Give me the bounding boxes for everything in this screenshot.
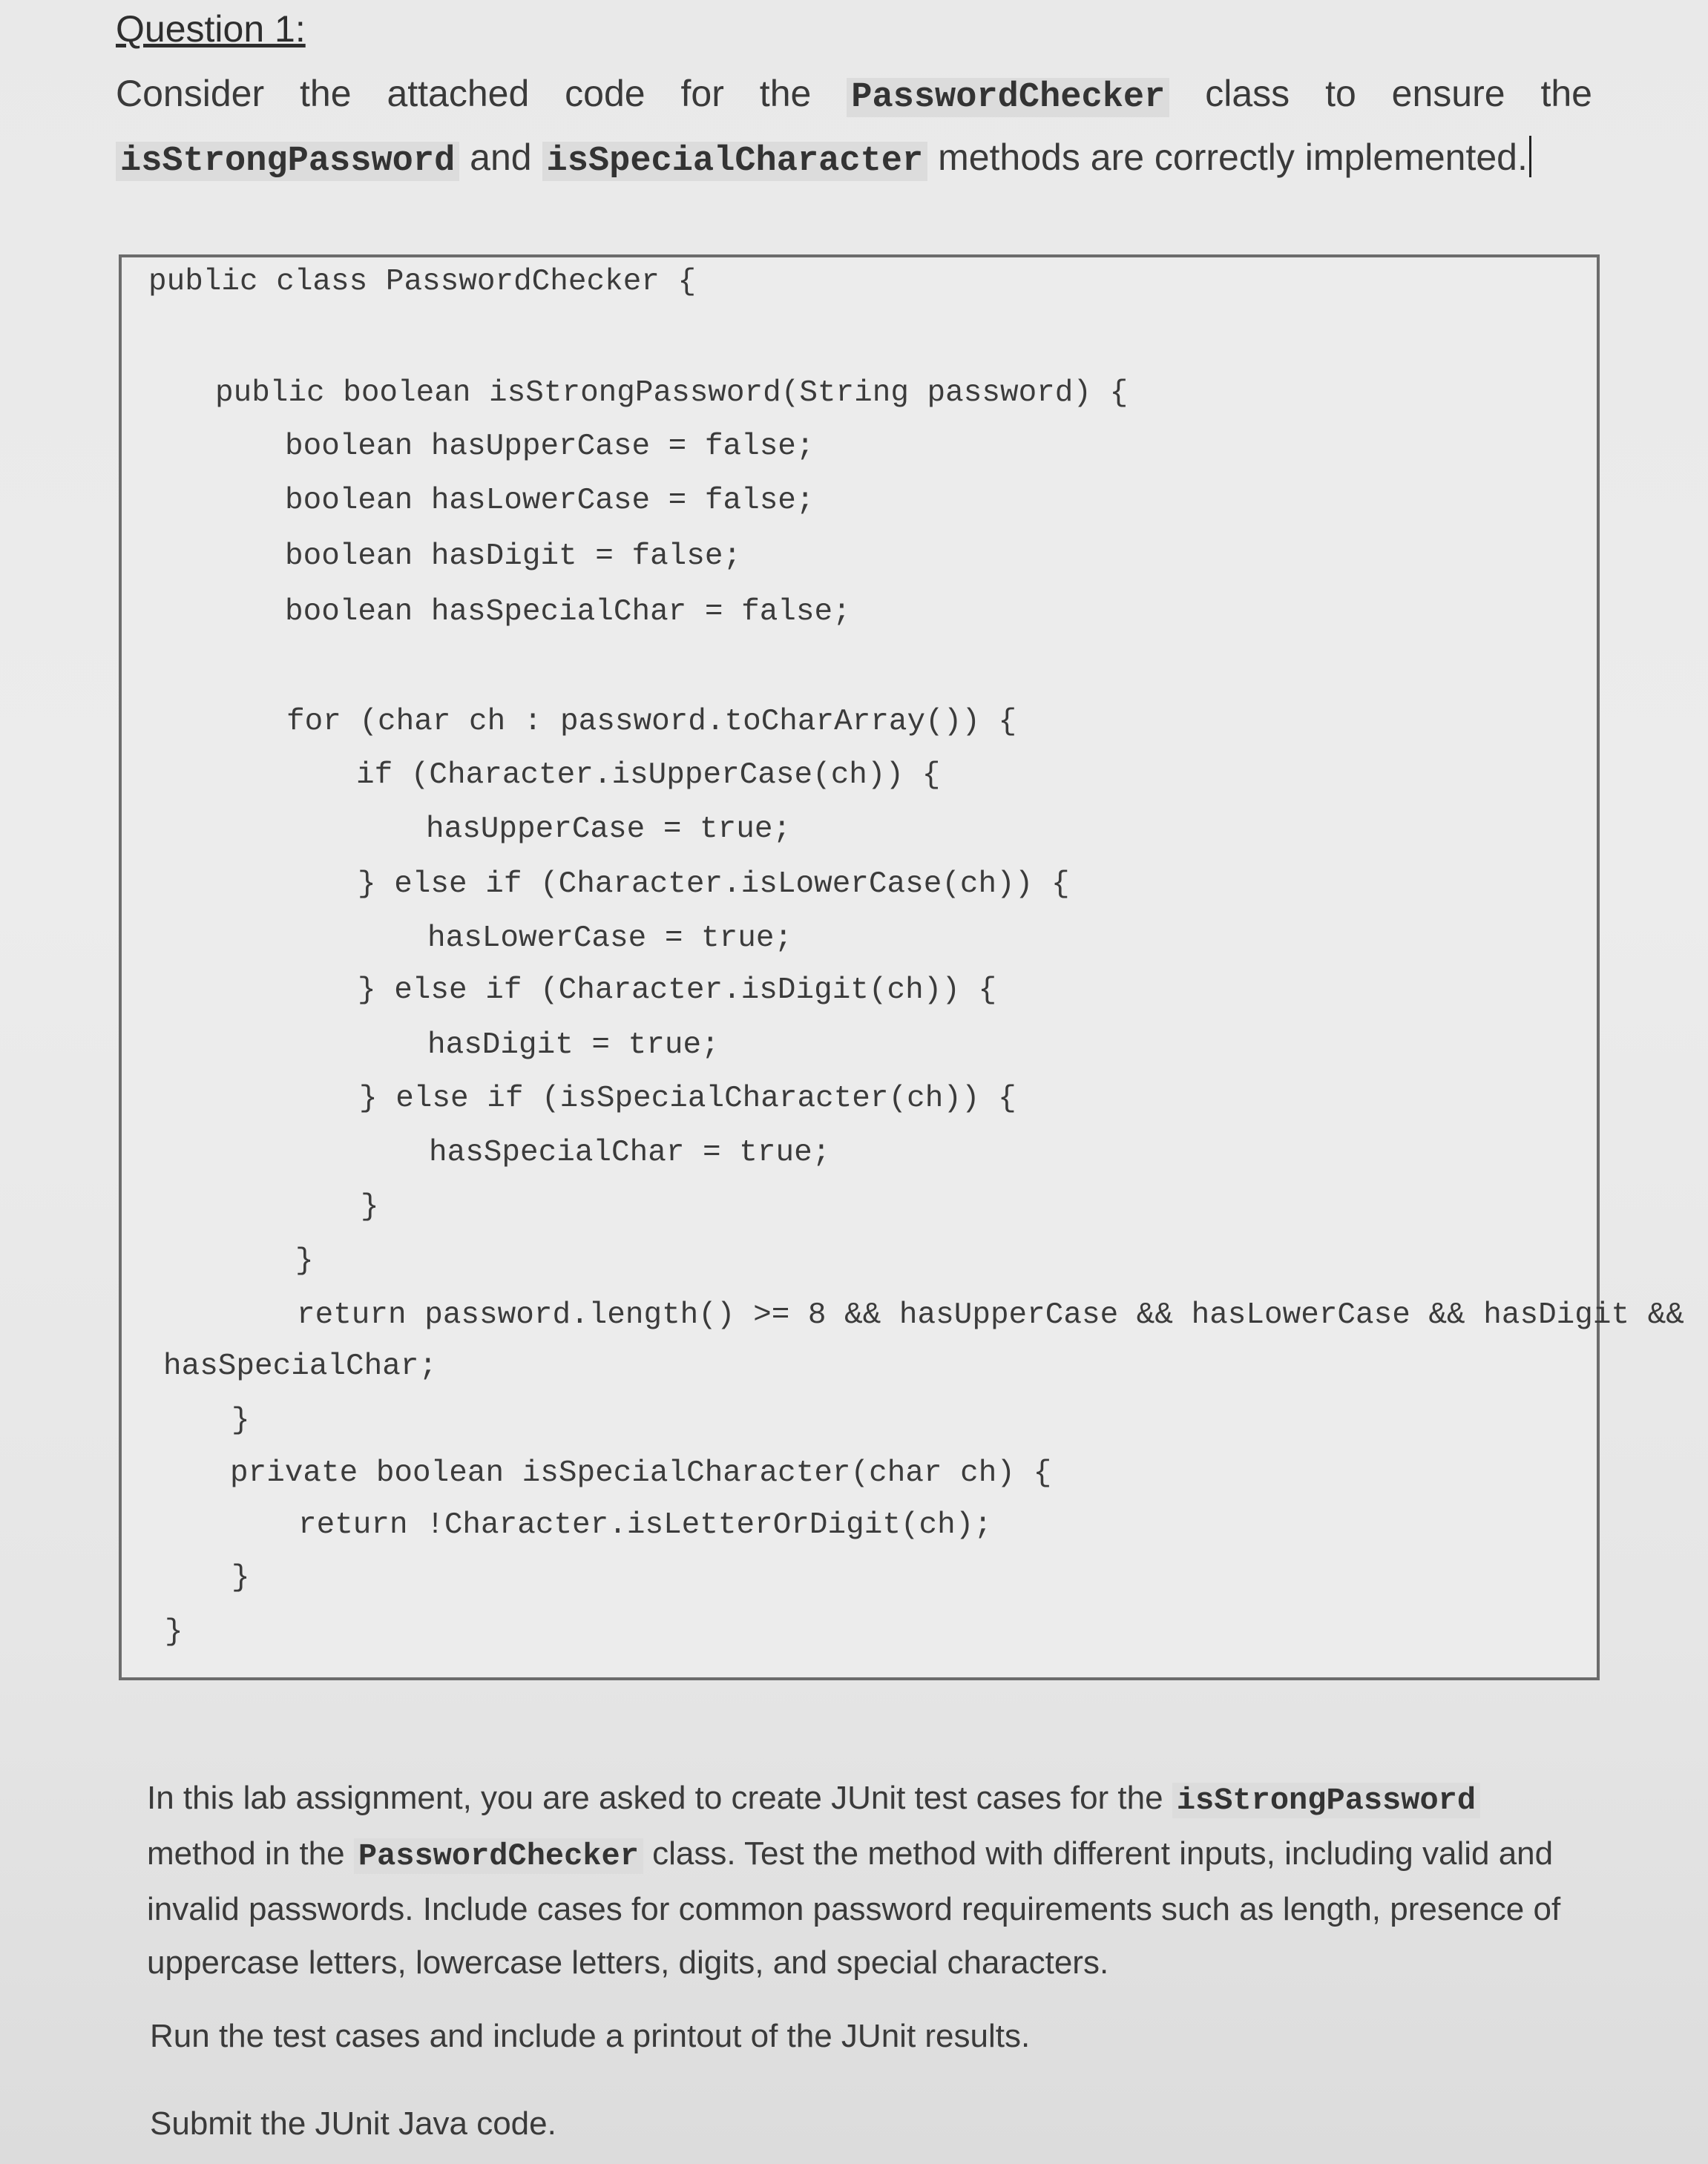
intro-text: and bbox=[459, 137, 542, 178]
code-line: private boolean isSpecialCharacter(char ch) { bbox=[230, 1456, 1052, 1490]
assignment-text: class. Test the method with different inputs, including valid and invalid passwords. Include cases for common password requirements such as length, presence of uppercase letters, lowercase letters, digits, and special characters. bbox=[147, 1835, 1561, 1981]
code-block bbox=[119, 254, 1684, 1680]
code-line: boolean hasLowerCase = false; bbox=[285, 484, 815, 518]
code-line: } bbox=[295, 1244, 314, 1278]
code-line: boolean hasDigit = false; bbox=[285, 539, 742, 573]
code-line: } else if (isSpecialCharacter(ch)) { bbox=[359, 1082, 1016, 1116]
assignment-text: In this lab assignment, you are asked to create JUnit test cases for the bbox=[147, 1780, 1172, 1816]
code-line: for (char ch : password.toCharArray()) { bbox=[286, 705, 1017, 739]
code-line: return password.length() >= 8 && hasUpperCase && hasLowerCase && hasDigit && bbox=[297, 1298, 1684, 1332]
class-name-ref: PasswordChecker bbox=[354, 1838, 643, 1874]
code-line: if (Character.isUpperCase(ch)) { bbox=[356, 758, 941, 792]
code-line: hasSpecialChar; bbox=[163, 1349, 438, 1384]
code-line: } bbox=[361, 1190, 379, 1224]
class-name-ref: PasswordChecker bbox=[847, 78, 1169, 117]
question-intro bbox=[116, 64, 1592, 191]
code-line: public class PasswordChecker { bbox=[148, 265, 697, 299]
code-line: boolean hasUpperCase = false; bbox=[285, 430, 815, 464]
run-instruction: Run the test cases and include a printout of the JUnit results. bbox=[150, 2018, 1031, 2054]
code-line: hasUpperCase = true; bbox=[426, 812, 792, 846]
code-line: } else if (Character.isDigit(ch)) { bbox=[358, 973, 997, 1007]
code-line: } bbox=[231, 1561, 250, 1595]
method-name-ref: isSpecialCharacter bbox=[542, 142, 928, 181]
assignment-text: method in the bbox=[147, 1835, 354, 1872]
method-name-ref: isStrongPassword bbox=[116, 142, 459, 181]
code-line: hasLowerCase = true; bbox=[427, 921, 793, 956]
code-line: } bbox=[165, 1615, 183, 1649]
question-title: Question 1: bbox=[116, 8, 306, 50]
code-line: public boolean isStrongPassword(String password) { bbox=[215, 376, 1129, 410]
code-line: return !Character.isLetterOrDigit(ch); bbox=[298, 1508, 992, 1542]
code-line: hasSpecialChar = true; bbox=[429, 1136, 831, 1170]
code-line: } bbox=[231, 1404, 250, 1438]
code-line: } else if (Character.isLowerCase(ch)) { bbox=[358, 867, 1070, 901]
intro-text: Consider the attached code for the bbox=[116, 73, 847, 114]
intro-text: class to ensure the bbox=[1169, 73, 1592, 114]
assignment-paragraph bbox=[147, 1772, 1571, 1990]
intro-text: methods are correctly implemented. bbox=[927, 137, 1528, 178]
code-line: hasDigit = true; bbox=[427, 1028, 720, 1062]
submit-instruction: Submit the JUnit Java code. bbox=[150, 2105, 556, 2142]
method-name-ref: isStrongPassword bbox=[1172, 1783, 1480, 1818]
code-line: boolean hasSpecialChar = false; bbox=[285, 595, 851, 629]
text-cursor bbox=[1529, 136, 1531, 177]
